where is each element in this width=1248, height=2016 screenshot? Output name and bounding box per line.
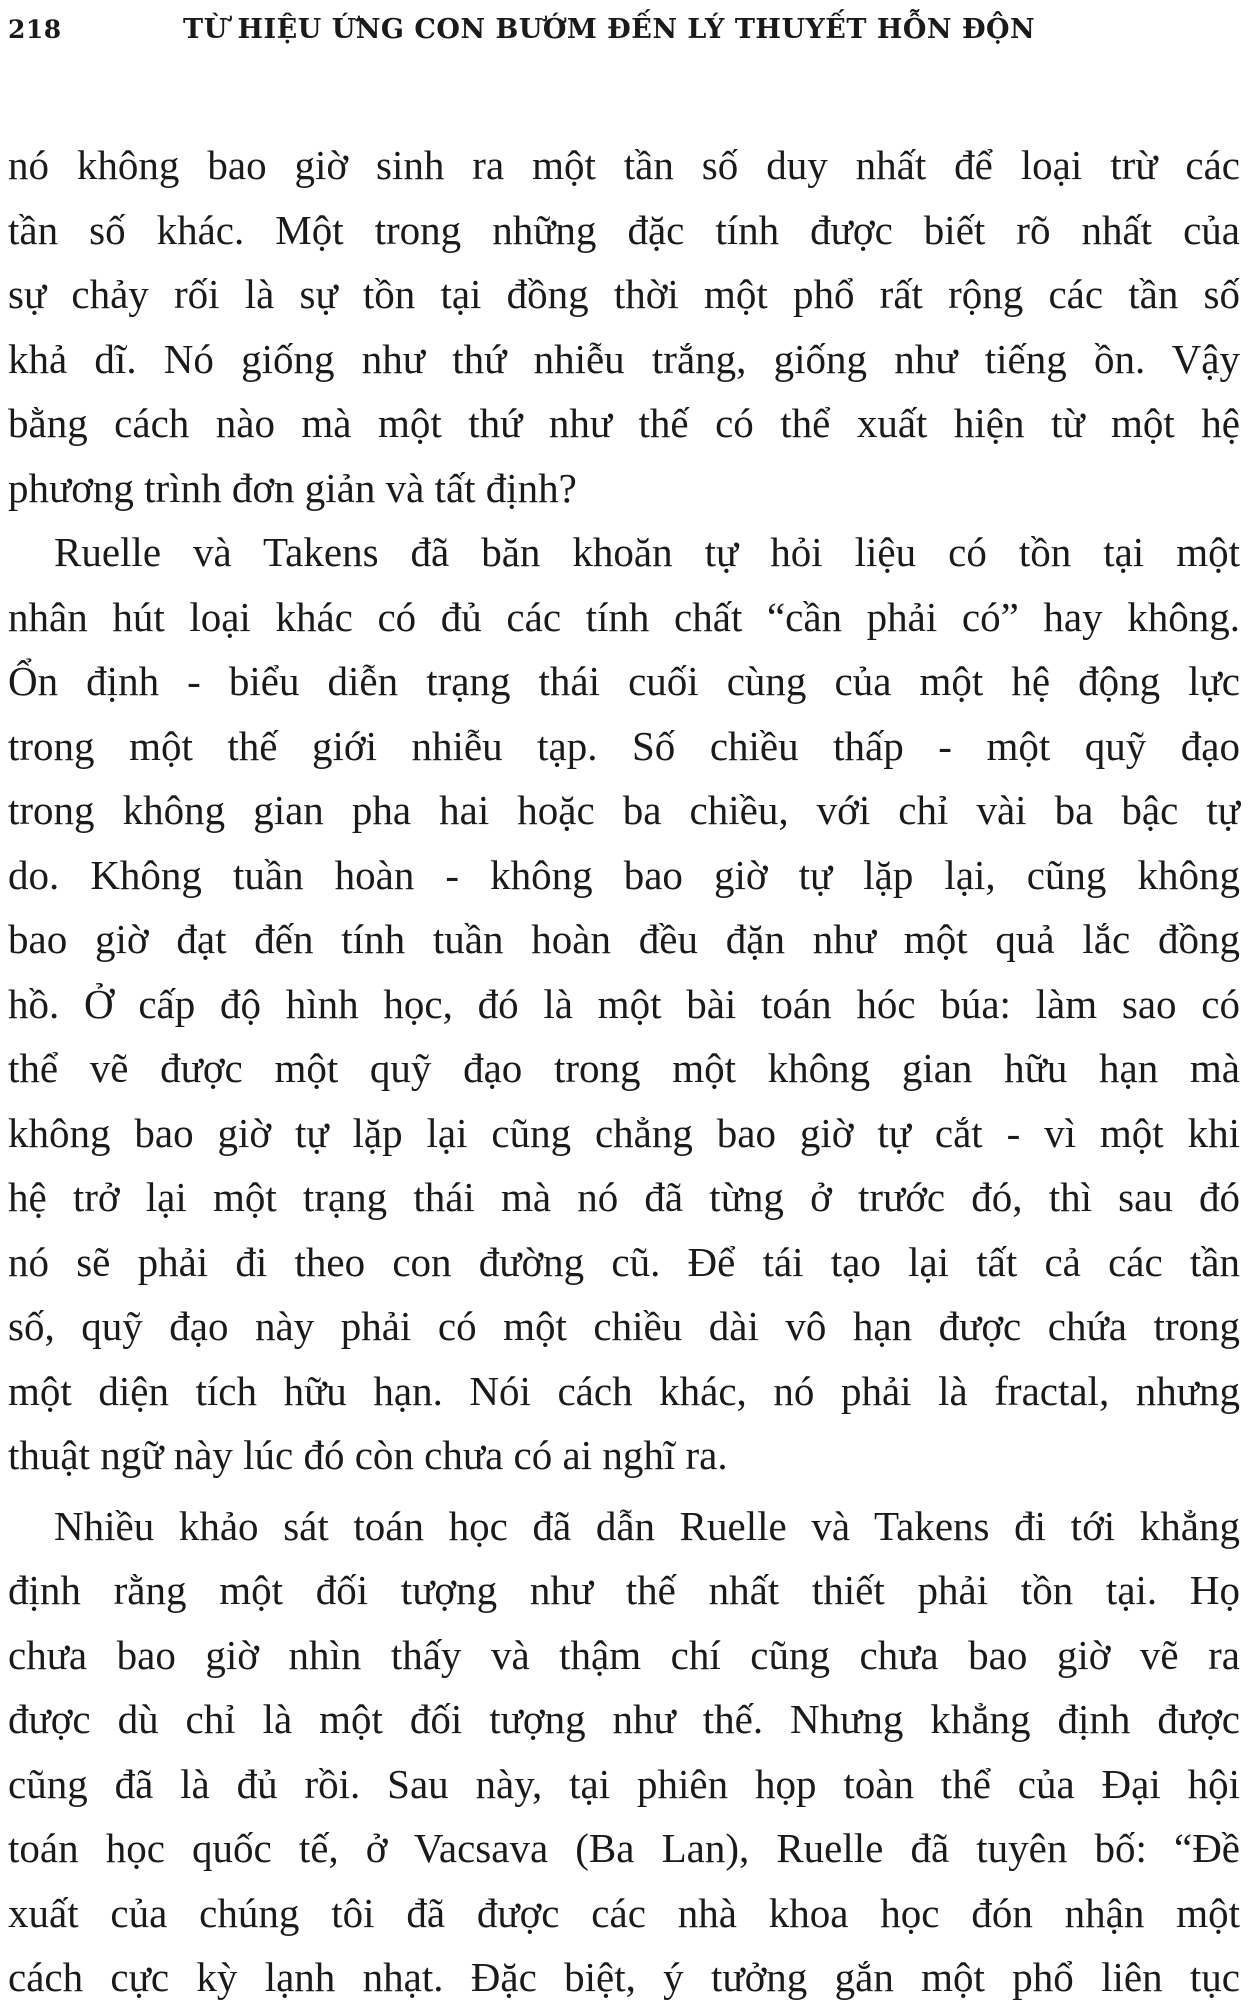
text-line: một diện tích hữu hạn. Nói cách khác, nó phải là fractal, nhưng	[8, 1367, 1240, 1414]
text-line: sự chảy rối là sự tồn tại đồng thời một phổ rất rộng các tần số	[8, 271, 1240, 317]
text-line: trong không gian pha hai hoặc ba chiều, với chỉ vài ba bậc tự	[8, 787, 1240, 833]
text-line: phương trình đơn giản và tất định?	[8, 464, 577, 511]
text-line: thuật ngữ này lúc đó còn chưa có ai nghĩ ra.	[8, 1432, 728, 1478]
text-line: chưa bao giờ nhìn thấy và thậm chí cũng chưa bao giờ vẽ ra	[8, 1631, 1240, 1678]
text-line: bằng cách nào mà một thứ như thế có thể xuất hiện từ một hệ	[8, 400, 1240, 446]
text-line: bao giờ đạt đến tính tuần hoàn đều đặn như một quả lắc đồng	[8, 916, 1240, 962]
text-line: Ruelle và Takens đã băn khoăn tự hỏi liệu có tồn tại một	[54, 529, 1240, 575]
text-line: do. Không tuần hoàn - không bao giờ tự lặp lại, cũng không	[8, 851, 1240, 898]
text-line: nó không bao giờ sinh ra một tần số duy nhất để loại trừ các	[8, 142, 1240, 188]
text-line: Nhiều khảo sát toán học đã dẫn Ruelle và Takens đi tới khẳng	[54, 1502, 1240, 1549]
page-number: 218	[8, 15, 62, 44]
text-line: cách cực kỳ lạnh nhạt. Đặc biệt, ý tưởng gắn một phổ liên tục	[8, 1954, 1240, 2000]
text-line: số, quỹ đạo này phải có một chiều dài vô hạn được chứa trong	[8, 1303, 1240, 1349]
text-line: thể vẽ được một quỹ đạo trong một không gian hữu hạn mà	[8, 1045, 1240, 1091]
paragraph-2	[8, 520, 1240, 1488]
text-line: hệ trở lại một trạng thái mà nó đã từng ở trước đó, thì sau đó	[8, 1174, 1240, 1220]
text-line: hồ. Ở cấp độ hình học, đó là một bài toán hóc búa: làm sao có	[8, 980, 1240, 1027]
running-title: TỪ HIỆU ỨNG CON BƯỚM ĐẾN LÝ THUYẾT HỖN ĐỘN	[183, 14, 1036, 45]
body-text	[8, 133, 1240, 2010]
text-line: không bao giờ tự lặp lại cũng chẳng bao giờ tự cắt - vì một khi	[8, 1109, 1240, 1156]
text-line: trong một thế giới nhiễu tạp. Số chiều thấp - một quỹ đạo	[8, 722, 1240, 769]
paragraph-1	[8, 133, 1240, 520]
text-line: cũng đã là đủ rồi. Sau này, tại phiên họp toàn thể của Đại hội	[8, 1760, 1240, 1807]
text-line: tần số khác. Một trong những đặc tính được biết rõ nhất của	[8, 206, 1240, 253]
text-line: toán học quốc tế, ở Vacsava (Ba Lan), Ruelle đã tuyên bố: “Đề	[8, 1825, 1240, 1871]
text-line: nó sẽ phải đi theo con đường cũ. Để tái tạo lại tất cả các tần	[8, 1238, 1240, 1285]
text-line: định rằng một đối tượng như thế nhất thiết phải tồn tại. Họ	[8, 1567, 1240, 1613]
paragraph-3	[8, 1494, 1240, 2010]
text-line: Ổn định - biểu diễn trạng thái cuối cùng của một hệ động lực	[8, 658, 1240, 704]
text-line: khả dĩ. Nó giống như thứ nhiễu trắng, giống như tiếng ồn. Vậy	[8, 335, 1240, 382]
text-line: được dù chỉ là một đối tượng như thế. Nhưng khẳng định được	[8, 1696, 1240, 1742]
text-line: nhân hút loại khác có đủ các tính chất “cần phải có” hay không.	[8, 593, 1240, 640]
page-header	[8, 14, 1248, 58]
text-line: xuất của chúng tôi đã được các nhà khoa học đón nhận một	[8, 1889, 1240, 1936]
